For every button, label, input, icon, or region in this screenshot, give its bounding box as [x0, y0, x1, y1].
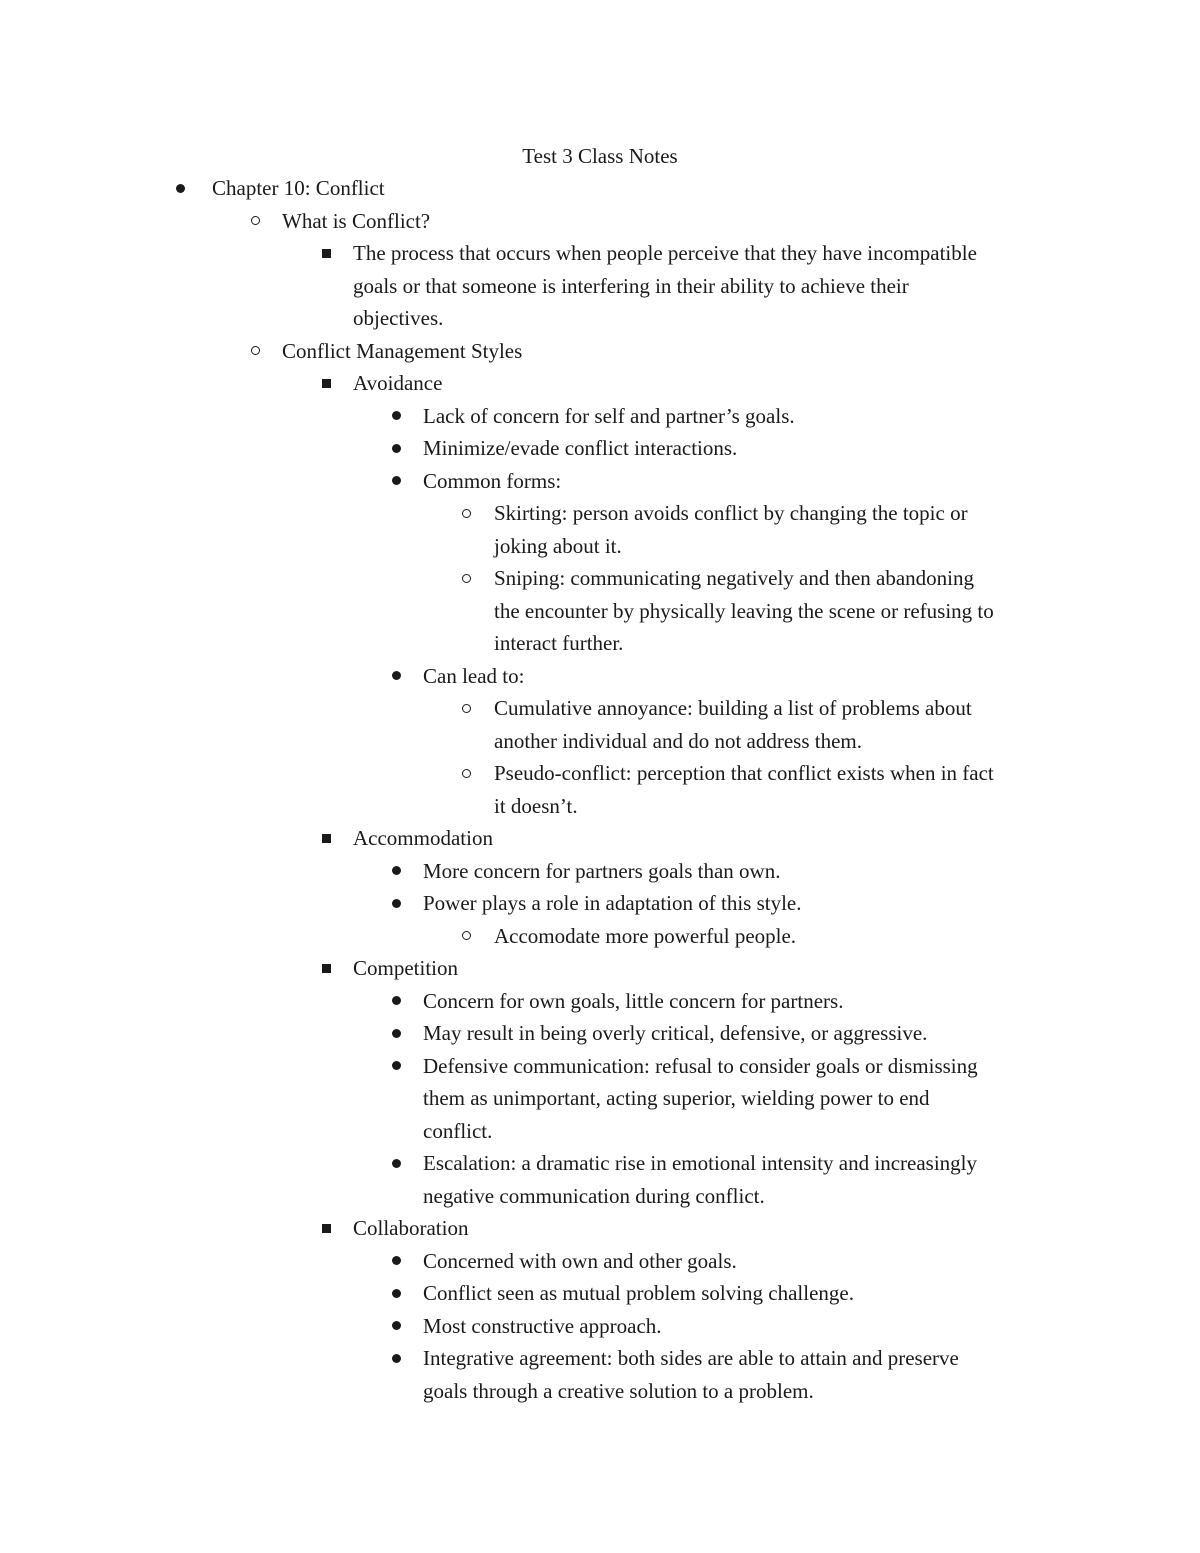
outline-item-text: Conflict Management Styles: [282, 338, 523, 363]
outline-item-text: Integrative agreement: both sides are able to attain and preserve: [423, 1346, 959, 1370]
outline-item-text: The process that occurs when people perceive that they have incompatible: [353, 241, 977, 265]
outline-item-text: Most constructive approach.: [423, 1313, 662, 1338]
outline-item-text: Competition: [353, 956, 458, 980]
outline-item-text: Collaboration: [353, 1216, 469, 1240]
outline-item-text: it doesn’t.: [494, 793, 578, 818]
disc-bullet-icon: [386, 400, 406, 433]
circle-bullet-icon: [456, 920, 476, 953]
disc-bullet-icon: [386, 1147, 406, 1180]
outline-item-text: another individual and do not address them.: [494, 728, 863, 753]
outline-item-text: Pseudo-conflict: perception that conflict exists when in fact: [494, 761, 994, 785]
square-bullet-icon: [316, 952, 336, 985]
square-bullet-icon: [316, 1212, 336, 1245]
square-bullet-icon: [316, 237, 336, 270]
outline-item-text: More concern for partners goals than own.: [423, 858, 781, 883]
disc-bullet-icon: [386, 887, 406, 920]
disc-bullet-icon: [386, 1050, 406, 1083]
disc-bullet-icon: [170, 172, 190, 205]
page-title: Test 3 Class Notes: [522, 144, 678, 168]
outline-item-text: joking about it.: [494, 533, 622, 558]
circle-bullet-icon: [456, 497, 476, 530]
outline-item-text: Accommodation: [353, 826, 493, 850]
outline-item-text: Avoidance: [353, 371, 443, 395]
outline-item-text: conflict.: [423, 1118, 493, 1143]
outline-item-text: the encounter by physically leaving the scene or refusing to: [494, 598, 994, 623]
outline-item-text: negative communication during conflict.: [423, 1183, 765, 1208]
circle-bullet-icon: [245, 335, 265, 368]
disc-bullet-icon: [386, 1310, 406, 1343]
outline-item-text: Can lead to:: [423, 663, 525, 688]
outline-item-text: Concern for own goals, little concern for partners.: [423, 988, 844, 1013]
disc-bullet-icon: [386, 432, 406, 465]
outline-item-text: Skirting: person avoids conflict by changing the topic or: [494, 501, 968, 525]
outline-item-text: Concerned with own and other goals.: [423, 1248, 737, 1273]
disc-bullet-icon: [386, 985, 406, 1018]
outline-item-text: Escalation: a dramatic rise in emotional intensity and increasingly: [423, 1151, 977, 1175]
outline-item-text: Minimize/evade conflict interactions.: [423, 436, 738, 460]
outline-item-text: Lack of concern for self and partner’s goals.: [423, 403, 795, 428]
disc-bullet-icon: [386, 1245, 406, 1278]
outline-item-text: Chapter 10: Conflict: [212, 176, 385, 200]
circle-bullet-icon: [456, 562, 476, 595]
square-bullet-icon: [316, 367, 336, 400]
disc-bullet-icon: [386, 1277, 406, 1310]
outline-item-text: What is Conflict?: [282, 208, 431, 233]
disc-bullet-icon: [386, 855, 406, 888]
disc-bullet-icon: [386, 1342, 406, 1375]
circle-bullet-icon: [456, 757, 476, 790]
outline-item-text: Sniping: communicating negatively and then abandoning: [494, 566, 974, 590]
outline-item-text: Common forms:: [423, 468, 562, 493]
circle-bullet-icon: [456, 692, 476, 725]
outline-item-text: objectives.: [353, 306, 444, 330]
disc-bullet-icon: [386, 660, 406, 693]
outline-item-text: goals through a creative solution to a problem.: [423, 1378, 814, 1403]
outline-item-text: them as unimportant, acting superior, wielding power to end: [423, 1086, 930, 1110]
outline-item-text: Conflict seen as mutual problem solving challenge.: [423, 1281, 854, 1305]
disc-bullet-icon: [386, 1017, 406, 1050]
circle-bullet-icon: [245, 205, 265, 238]
square-bullet-icon: [316, 822, 336, 855]
outline-item-text: goals or that someone is interfering in their ability to achieve their: [353, 273, 909, 298]
outline-item-text: Accomodate more powerful people.: [494, 923, 797, 948]
outline-item-text: Defensive communication: refusal to consider goals or dismissing: [423, 1053, 978, 1078]
disc-bullet-icon: [386, 465, 406, 498]
outline-item-text: Cumulative annoyance: building a list of problems about: [494, 696, 972, 720]
outline-item-text: Power plays a role in adaptation of this style.: [423, 891, 802, 915]
outline-item-text: May result in being overly critical, defensive, or aggressive.: [423, 1021, 928, 1045]
outline-item-text: interact further.: [494, 631, 624, 655]
